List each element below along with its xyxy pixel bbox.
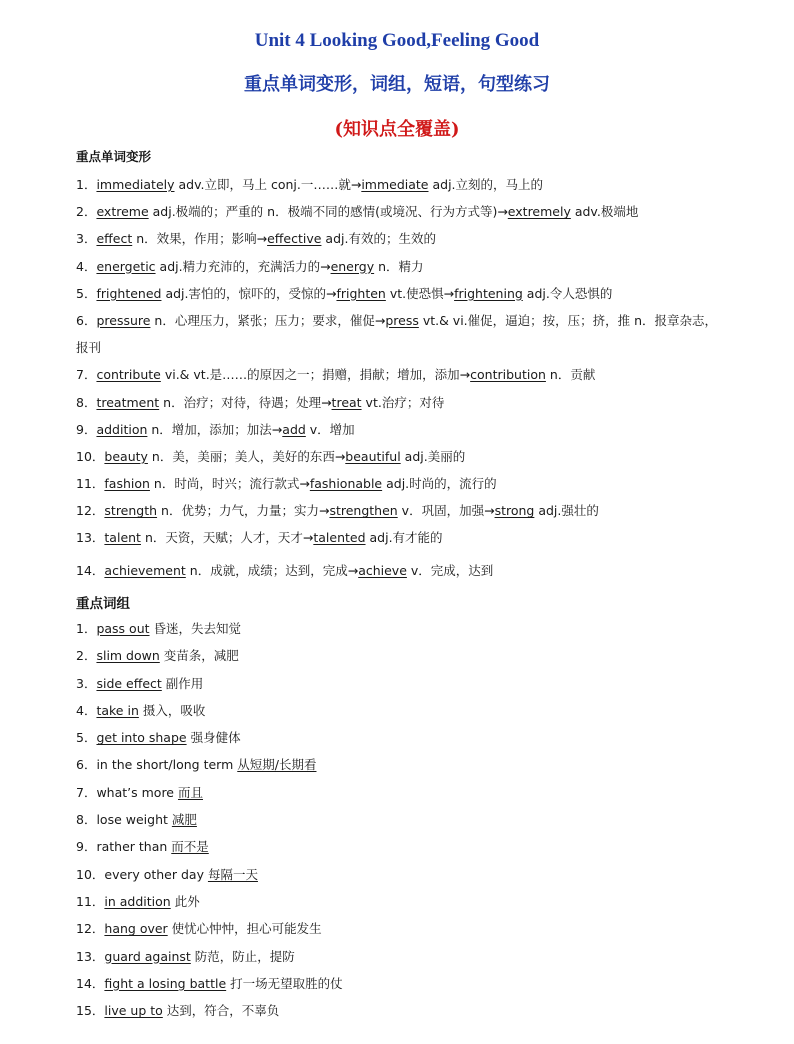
definition-text: n．美，美丽；美人，美好的东西→ — [147, 448, 346, 464]
item-number: 6． — [76, 757, 97, 773]
definition-text: n．心理压力，紧张；压力；要求，催促→ — [150, 312, 386, 328]
definition-text: v．完成，达到 — [406, 562, 494, 578]
item-number: 5． — [76, 285, 97, 301]
phrase-item — [76, 915, 726, 942]
underlined-term: fight a losing battle — [104, 975, 227, 991]
underlined-term: add — [282, 421, 306, 437]
underlined-term: pass out — [96, 621, 150, 636]
item-number: 8． — [76, 812, 97, 828]
definition-text: vt.& vi.催促，逼迫；按，压；挤，推 n．报章杂志，报刊 — [76, 312, 718, 356]
phrase-item — [76, 615, 726, 642]
definition-text: every other day — [104, 866, 208, 882]
definition-text: rather than — [96, 839, 172, 855]
definition-text: adj.精力充沛的，充满活力的→ — [155, 258, 331, 274]
phrase-item — [76, 642, 726, 669]
underlined-term: fashionable — [309, 476, 383, 492]
phrase-item — [76, 724, 726, 751]
underlined-term: fashion — [104, 476, 150, 492]
phrase-item — [76, 997, 726, 1024]
item-number: 9． — [76, 421, 97, 437]
phrase-item — [76, 861, 726, 888]
underlined-term: effect — [96, 231, 133, 247]
definition-text: vt.治疗；对待 — [361, 394, 445, 410]
definition-text: adj.令人恐惧的 — [522, 285, 613, 301]
phrase-item — [76, 943, 726, 970]
definition-text: 防范，防止，提防 — [190, 948, 295, 964]
underlined-term: immediate — [361, 177, 429, 192]
underlined-term: strength — [104, 503, 158, 519]
definition-text: vi.& vt.是……的原因之一；捐赠，捐献；增加，添加→ — [160, 367, 471, 383]
underlined-term: extreme — [96, 204, 149, 220]
word-form-item — [76, 225, 726, 252]
item-number: 8． — [76, 394, 97, 410]
underlined-term: treat — [331, 394, 362, 410]
definition-text: in the short/long term — [96, 757, 238, 773]
underlined-term: 每隔一天 — [207, 866, 258, 882]
phrase-item — [76, 751, 726, 778]
word-form-item — [76, 443, 726, 470]
underlined-term: in addition — [104, 893, 171, 909]
item-number: 4． — [76, 702, 97, 718]
phrase-item — [76, 888, 726, 915]
underlined-term: frighten — [336, 285, 386, 301]
word-form-item — [76, 389, 726, 416]
section-heading-phrases: 重点词组 — [76, 596, 130, 612]
item-number: 3． — [76, 231, 97, 247]
definition-text: 变苗条，减肥 — [159, 648, 239, 664]
definition-text: n．增加，添加；加法→ — [147, 421, 283, 437]
underlined-term: contribute — [96, 367, 161, 383]
definition-text: adj.立刻的，马上的 — [428, 177, 544, 192]
underlined-term: beautiful — [345, 448, 401, 464]
definition-text: 副作用 — [161, 675, 204, 691]
word-form-item — [76, 198, 726, 225]
word-form-item — [76, 253, 726, 280]
definition-text: n．精力 — [374, 258, 424, 274]
definition-text: n．效果，作用；影响→ — [132, 231, 268, 247]
underlined-term: strong — [494, 503, 535, 519]
underlined-term: energy — [330, 258, 375, 274]
underlined-term: live up to — [104, 1003, 163, 1019]
definition-text: adj.有才能的 — [365, 530, 443, 546]
underlined-term: beauty — [104, 448, 148, 464]
definition-text: 使忧心忡忡，担心可能发生 — [167, 921, 322, 937]
underlined-term: treatment — [96, 394, 160, 410]
definition-text: v．巩固，加强→ — [397, 503, 495, 519]
item-number: 12． — [76, 503, 105, 519]
item-number: 11． — [76, 893, 105, 909]
page-note: (知识点全覆盖) — [334, 119, 460, 140]
phrase-item — [76, 833, 726, 860]
underlined-term: achieve — [358, 562, 407, 578]
underlined-term: extremely — [507, 204, 571, 220]
definition-text: adj.强壮的 — [534, 503, 599, 519]
item-number: 6． — [76, 312, 97, 328]
phrase-item — [76, 970, 726, 997]
underlined-term: get into shape — [96, 730, 187, 746]
unit-title: Unit 4 Looking Good,Feeling Good — [254, 30, 540, 51]
definition-text: adj.害怕的，惊吓的，受惊的→ — [161, 285, 337, 301]
underlined-term: 减肥 — [171, 812, 197, 828]
definition-text: n．时尚，时兴；流行款式→ — [149, 476, 310, 492]
underlined-term: side effect — [96, 675, 162, 691]
item-number: 10． — [76, 866, 105, 882]
definition-text: 达到，符合，不辜负 — [162, 1003, 280, 1019]
definition-text: n．天资，天赋；人才，天才→ — [140, 530, 314, 546]
item-number: 4． — [76, 258, 97, 274]
word-form-item — [76, 361, 726, 388]
phrase-item — [76, 806, 726, 833]
item-number: 7． — [76, 367, 97, 383]
word-form-item — [76, 552, 726, 586]
phrase-item — [76, 697, 726, 724]
word-form-item — [76, 470, 726, 497]
definition-text: n．成就，成绩；达到，完成→ — [185, 562, 359, 578]
phrase-item — [76, 779, 726, 806]
underlined-term: press — [385, 312, 419, 328]
item-number: 1． — [76, 177, 97, 192]
item-number: 1． — [76, 621, 97, 636]
item-number: 5． — [76, 730, 97, 746]
underlined-term: immediately — [96, 177, 175, 192]
underlined-term: 而且 — [177, 784, 203, 800]
item-number: 3． — [76, 675, 97, 691]
section-heading-word-forms: 重点单词变形 — [76, 149, 152, 164]
item-number: 2． — [76, 648, 97, 664]
item-number: 12． — [76, 921, 105, 937]
underlined-term: talented — [313, 530, 366, 546]
underlined-term: frightened — [96, 285, 162, 301]
underlined-term: talent — [104, 530, 141, 546]
item-number: 13． — [76, 948, 105, 964]
underlined-term: frightening — [454, 285, 523, 301]
definition-text: 强身健体 — [186, 730, 241, 746]
word-form-item — [76, 416, 726, 443]
definition-text: v．增加 — [305, 421, 355, 437]
definition-text: 此外 — [170, 893, 200, 909]
item-number: 14． — [76, 975, 105, 991]
definition-text: adj.有效的；生效的 — [321, 231, 436, 247]
definition-text: n．贡献 — [545, 367, 596, 383]
underlined-term: effective — [267, 231, 322, 247]
definition-text: lose weight — [96, 812, 172, 828]
underlined-term: achievement — [104, 562, 186, 578]
underlined-term: hang over — [104, 921, 168, 937]
word-form-item — [76, 280, 726, 307]
underlined-term: 从短期/长期看 — [237, 757, 317, 773]
item-number: 9． — [76, 839, 97, 855]
word-form-item — [76, 171, 726, 198]
phrase-item — [76, 670, 726, 697]
item-number: 7． — [76, 784, 97, 800]
definition-text: adj.极端的；严重的 n．极端不同的感情(或境况、行为方式等)→ — [148, 204, 508, 220]
underlined-term: take in — [96, 702, 139, 718]
definition-text: vt.使恐惧→ — [385, 285, 455, 301]
item-number: 11． — [76, 476, 105, 492]
definition-text: 昏迷，失去知觉 — [149, 621, 242, 636]
item-number: 15． — [76, 1003, 105, 1019]
item-number: 10． — [76, 448, 105, 464]
definition-text: what’s more — [96, 784, 178, 800]
definition-text: adj.美丽的 — [400, 448, 466, 464]
underlined-term: 而不是 — [171, 839, 209, 855]
definition-text: adv.极端地 — [570, 204, 639, 220]
page-subtitle: 重点单词变形，词组，短语，句型练习 — [244, 74, 550, 95]
definition-text: n．治疗；对待，待遇；处理→ — [159, 394, 332, 410]
definition-text: 摄入，吸收 — [138, 702, 206, 718]
item-number: 13． — [76, 530, 105, 546]
item-number: 2． — [76, 204, 97, 220]
underlined-term: strengthen — [329, 503, 398, 519]
underlined-term: guard against — [104, 948, 191, 964]
definition-text: adj.时尚的，流行的 — [382, 476, 497, 492]
underlined-term: pressure — [96, 312, 151, 328]
word-form-item — [76, 524, 726, 551]
underlined-term: energetic — [96, 258, 156, 274]
definition-text: n．优势；力气，力量；实力→ — [157, 503, 330, 519]
phrases-list — [76, 615, 726, 1024]
underlined-term: slim down — [96, 648, 160, 664]
underlined-term: contribution — [470, 367, 546, 383]
item-number: 14． — [76, 562, 105, 578]
word-form-item — [76, 307, 726, 361]
definition-text: adv.立即，马上 conj.一……就→ — [174, 177, 362, 192]
underlined-term: addition — [96, 421, 148, 437]
word-forms-list — [76, 171, 726, 586]
definition-text: 打一场无望取胜的仗 — [226, 975, 343, 991]
word-form-item — [76, 497, 726, 524]
